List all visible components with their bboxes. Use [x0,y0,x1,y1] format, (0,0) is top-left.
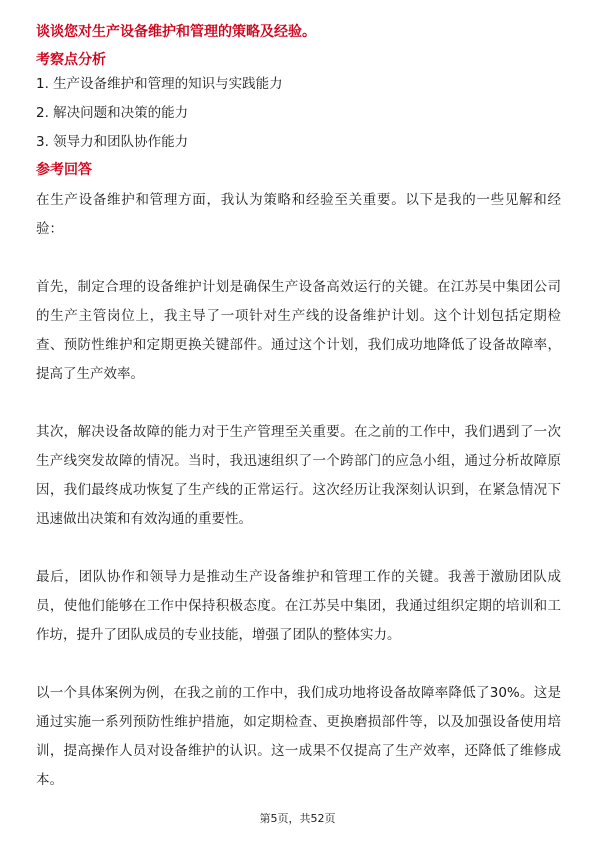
answer-paragraph: 以一个具体案例为例，在我之前的工作中，我们成功地将设备故障率降低了30%。这是通过实施一系列预防性维护措施，如定期检查、更换磨损部件等，以及加强设备使用培训，提高操作人员对设备维护的认识。这一成果不仅提高了生产效率，还降低了维修成本。 [36,685,561,788]
analysis-heading: 考察点分析 [36,52,106,68]
answer-heading: 参考回答 [36,162,92,178]
page-number: 第5页，共52页 [259,812,336,825]
answer-body [36,186,561,795]
analysis-point-list [36,74,561,152]
analysis-point: 2. 解决问题和决策的能力 [36,105,189,121]
document-page [36,22,561,795]
analysis-point: 1. 生产设备维护和管理的知识与实践能力 [36,76,283,92]
question-title: 谈谈您对生产设备维护和管理的策略及经验。 [36,24,316,40]
answer-paragraph: 最后，团队协作和领导力是推动生产设备维护和管理工作的关键。我善于激励团队成员，使他们能够在工作中保持积极态度。在江苏吴中集团，我通过组织定期的培训和工作坊，提升了团队成员的专业技能，增强了团队的整体实力。 [36,569,561,643]
analysis-point: 3. 领导力和团队协作能力 [36,134,189,150]
answer-paragraph: 在生产设备维护和管理方面，我认为策略和经验至关重要。以下是我的一些见解和经验： [36,192,561,237]
answer-paragraph: 首先，制定合理的设备维护计划是确保生产设备高效运行的关键。在江苏吴中集团公司的生产主管岗位上，我主导了一项针对生产线的设备维护计划。这个计划包括定期检查、预防性维护和定期更换关键部件。通过这个计划，我们成功地降低了设备故障率，提高了生产效率。 [36,279,561,382]
answer-paragraph: 其次，解决设备故障的能力对于生产管理至关重要。在之前的工作中，我们遇到了一次生产线突发故障的情况。当时，我迅速组织了一个跨部门的应急小组，通过分析故障原因，我们最终成功恢复了生产线的正常运行。这次经历让我深刻认识到，在紧急情况下迅速做出决策和有效沟通的重要性。 [36,424,561,527]
